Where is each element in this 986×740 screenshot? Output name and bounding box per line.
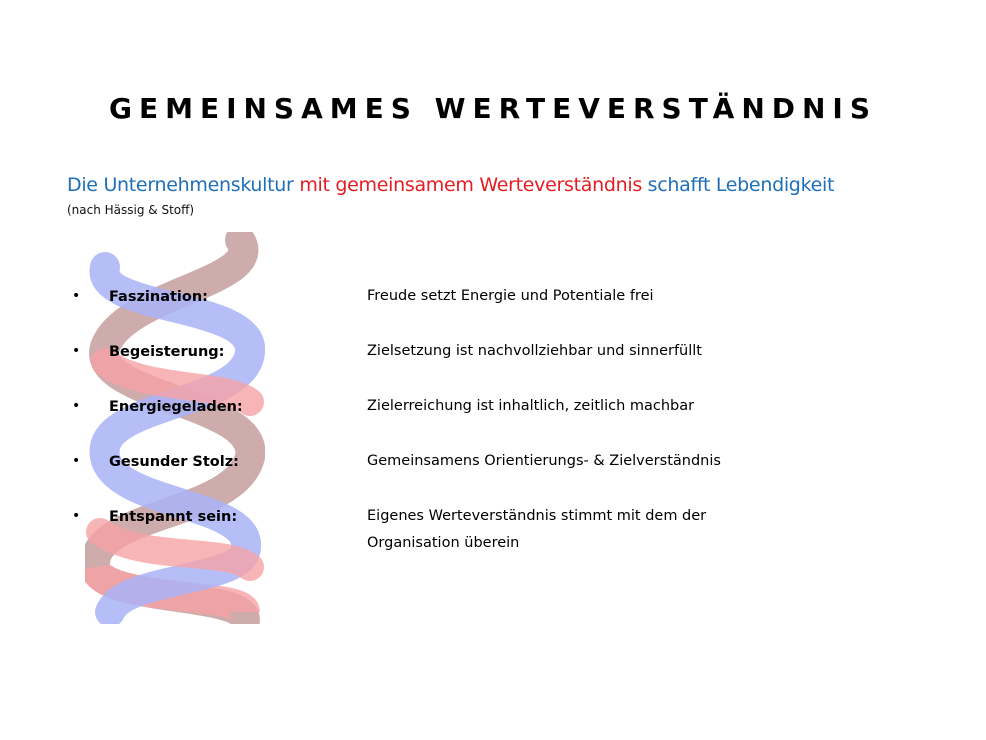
item-description: Zielerreichung ist inhaltlich, zeitlich machbar bbox=[367, 398, 695, 414]
item-label: Energiegeladen: bbox=[109, 399, 243, 415]
item-description: Eigenes Werteverständnis stimmt mit dem der Organisation überein bbox=[367, 508, 707, 551]
slide-subtitle bbox=[67, 174, 834, 196]
bullet-icon: • bbox=[72, 343, 81, 359]
item-description: Freude setzt Energie und Potentiale frei bbox=[367, 288, 654, 304]
item-label: Entspannt sein: bbox=[109, 509, 238, 525]
bullet-icon: • bbox=[72, 453, 81, 469]
item-description: Zielsetzung ist nachvollziehbar und sinnerfüllt bbox=[367, 343, 702, 359]
slide-title: GEMEINSAMES WERTEVERSTÄNDNIS bbox=[108, 92, 878, 125]
subtitle-part-2: mit gemeinsamem Werteverständnis bbox=[299, 174, 648, 196]
bullet-icon: • bbox=[72, 508, 81, 524]
subtitle-part-3: schafft Lebendigkeit bbox=[647, 174, 835, 196]
subtitle-part-1: Die Unternehmenskultur bbox=[67, 174, 300, 196]
item-label: Gesunder Stolz: bbox=[109, 454, 239, 470]
bullet-icon: • bbox=[72, 288, 81, 304]
item-label: Faszination: bbox=[109, 289, 208, 305]
item-description: Gemeinsamens Orientierungs- & Zielverständnis bbox=[367, 453, 721, 469]
bullet-icon: • bbox=[72, 398, 81, 414]
item-label: Begeisterung: bbox=[109, 344, 225, 360]
source-note: (nach Hässig & Stoff) bbox=[67, 203, 195, 217]
